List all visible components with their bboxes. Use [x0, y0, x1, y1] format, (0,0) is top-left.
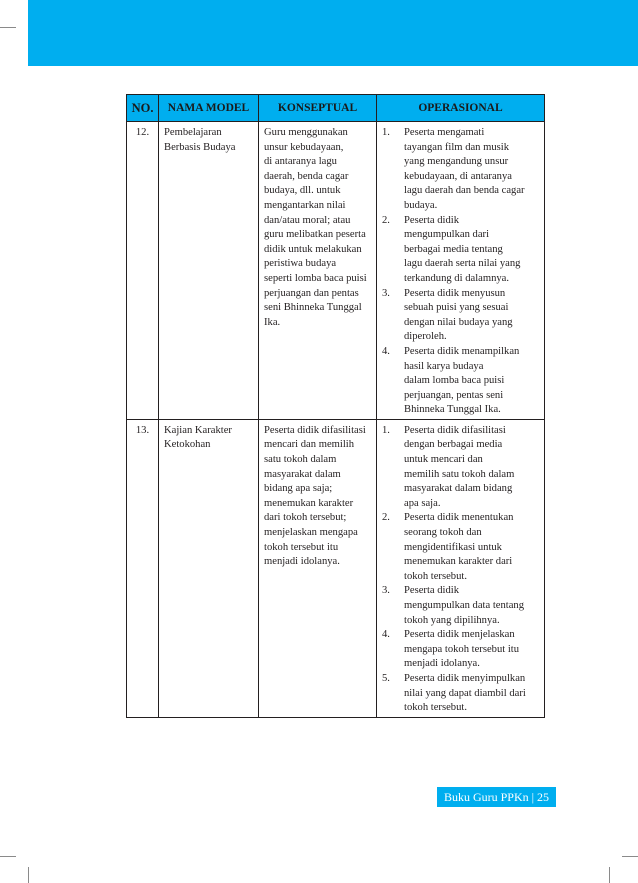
list-item-text — [404, 345, 541, 418]
list-item-line: lagu daerah dan benda cagar — [404, 185, 525, 197]
list-item-line: Peserta didik menjelaskan — [404, 629, 515, 641]
list-item-number: 2. — [382, 214, 390, 226]
conceptual-line: Peserta didik difasilitasi — [264, 424, 366, 436]
conceptual-line: guru melibatkan peserta — [264, 229, 366, 241]
conceptual-line: unsur kebudayaan, — [264, 141, 344, 153]
list-item-line: mengumpulkan data tentang — [404, 600, 525, 611]
header-conceptual: KONSEPTUAL — [259, 95, 377, 122]
conceptual-line: seni Bhinneka Tunggal — [264, 302, 362, 314]
list-item-line: sebuah puisi yang sesuai — [404, 302, 509, 314]
list-item — [382, 126, 541, 214]
list-item-text — [404, 584, 541, 628]
list-item-line: tokoh tersebut. — [404, 702, 467, 714]
list-item-line: Peserta didik — [404, 214, 460, 226]
list-item-line: nilai yang dapat diambil dari — [404, 687, 526, 699]
header-operational: OPERASIONAL — [377, 95, 545, 122]
list-item-text — [404, 287, 541, 345]
list-item-line: dengan berbagai media — [404, 439, 503, 451]
header-no: NO. — [127, 95, 159, 122]
conceptual-line: dari tokoh tersebut; — [264, 512, 347, 524]
list-item — [382, 511, 541, 584]
list-item-line: budaya. — [404, 199, 438, 211]
list-item-line: masyarakat dalam bidang — [404, 483, 513, 495]
conceptual-line: menjadi idolanya. — [264, 556, 340, 568]
list-item-line: Peserta didik menyimpulkan — [404, 672, 526, 684]
conceptual-line: mencari dan memilih — [264, 439, 355, 451]
list-item-line: memilih satu tokoh dalam — [404, 468, 515, 480]
list-item-line: Peserta didik menampilkan — [404, 345, 520, 357]
list-item-number: 5. — [382, 672, 390, 684]
list-item-line: tokoh yang dipilihnya. — [404, 614, 500, 626]
list-item-line: apa saja. — [404, 497, 441, 509]
list-item-line: Peserta didik — [404, 585, 460, 597]
list-item-line: mengumpulkan dari — [404, 229, 490, 241]
model-name-cell — [159, 122, 259, 420]
table-header-row — [127, 95, 545, 122]
list-item — [382, 424, 541, 512]
operational-cell — [377, 419, 545, 717]
list-item-text — [404, 424, 541, 512]
list-item-line: mengidentifikasi untuk — [404, 541, 502, 553]
crop-mark — [28, 867, 29, 883]
crop-mark — [609, 867, 610, 883]
row-number: 13. — [127, 419, 159, 717]
conceptual-line: di antaranya lagu — [264, 156, 337, 168]
list-item-number: 3. — [382, 585, 390, 597]
list-item — [382, 628, 541, 672]
operational-list — [382, 126, 541, 418]
list-item-line: dengan nilai budaya yang — [404, 316, 513, 328]
list-item-line: Peserta didik menentukan — [404, 512, 514, 524]
row-number: 12. — [127, 122, 159, 420]
conceptual-line: peristiwa budaya — [264, 258, 337, 270]
conceptual-cell — [259, 122, 377, 420]
conceptual-line: menjelaskan mengapa — [264, 527, 358, 539]
list-item-line: seorang tokoh dan — [404, 527, 482, 539]
conceptual-cell — [259, 419, 377, 717]
list-item-line: diperoleh. — [404, 331, 447, 343]
list-item-number: 2. — [382, 512, 390, 524]
conceptual-line: bidang apa saja; — [264, 483, 333, 495]
model-name-cell — [159, 419, 259, 717]
crop-mark — [0, 856, 16, 857]
table-row — [127, 419, 545, 717]
list-item-text — [404, 214, 541, 287]
list-item-line: Peserta mengamati — [404, 127, 485, 138]
list-item-number: 4. — [382, 629, 390, 641]
conceptual-line: masyarakat dalam — [264, 468, 341, 480]
conceptual-line: seperti lomba baca puisi — [264, 272, 367, 284]
conceptual-line: tokoh tersebut itu — [264, 541, 339, 553]
header-model: NAMA MODEL — [159, 95, 259, 122]
conceptual-line: perjuangan dan pentas — [264, 287, 359, 299]
list-item — [382, 584, 541, 628]
list-item-text — [404, 511, 541, 584]
operational-cell — [377, 122, 545, 420]
list-item-line: tayangan film dan musik — [404, 141, 510, 153]
conceptual-line: mengantarkan nilai — [264, 199, 346, 211]
list-item-line: Bhinneka Tunggal Ika. — [404, 404, 501, 416]
list-item — [382, 672, 541, 716]
list-item-line: hasil karya budaya — [404, 360, 484, 372]
list-item-number: 3. — [382, 287, 390, 299]
model-name-line: Pembelajaran — [164, 127, 222, 138]
header-band — [28, 0, 638, 66]
list-item-line: tokoh tersebut. — [404, 570, 467, 582]
list-item-line: kebudayaan, di antaranya — [404, 170, 512, 182]
table-row — [127, 122, 545, 420]
conceptual-line: Guru menggunakan — [264, 127, 348, 138]
list-item-line: lagu daerah serta nilai yang — [404, 258, 521, 270]
conceptual-line: satu tokoh dalam — [264, 454, 337, 466]
conceptual-line: dan/atau moral; atau — [264, 214, 351, 226]
list-item-text — [404, 672, 541, 716]
list-item-line: menjadi idolanya. — [404, 658, 480, 670]
list-item-number: 1. — [382, 127, 390, 138]
list-item-line: Peserta didik difasilitasi — [404, 424, 506, 436]
model-name-line: Kajian Karakter — [164, 424, 232, 436]
page-footer: Buku Guru PPKn | 25 — [437, 787, 556, 807]
model-table — [126, 94, 545, 718]
list-item-line: terkandung di dalamnya. — [404, 272, 510, 284]
crop-mark — [622, 856, 638, 857]
list-item-line: Peserta didik menyusun — [404, 287, 506, 299]
list-item-line: menemukan karakter dari — [404, 556, 513, 568]
list-item-number: 1. — [382, 424, 390, 436]
list-item — [382, 287, 541, 345]
list-item-number: 4. — [382, 345, 390, 357]
list-item-text — [404, 628, 541, 672]
crop-mark — [0, 27, 16, 28]
conceptual-line: daerah, benda cagar — [264, 170, 349, 182]
conceptual-line: budaya, dll. untuk — [264, 185, 341, 197]
conceptual-line: menemukan karakter — [264, 497, 354, 509]
list-item-line: berbagai media tentang — [404, 243, 503, 255]
list-item — [382, 345, 541, 418]
conceptual-line: didik untuk melakukan — [264, 243, 362, 255]
list-item — [382, 214, 541, 287]
list-item-text — [404, 126, 541, 214]
list-item-line: perjuangan, pentas seni — [404, 389, 504, 401]
list-item-line: untuk mencari dan — [404, 454, 483, 466]
list-item-line: mengapa tokoh tersebut itu — [404, 643, 520, 655]
operational-list — [382, 424, 541, 716]
model-name-line: Ketokohan — [164, 439, 211, 451]
list-item-line: yang mengandung unsur — [404, 156, 509, 168]
model-name-line: Berbasis Budaya — [164, 141, 236, 153]
conceptual-line: Ika. — [264, 316, 281, 328]
list-item-line: dalam lomba baca puisi — [404, 375, 505, 387]
